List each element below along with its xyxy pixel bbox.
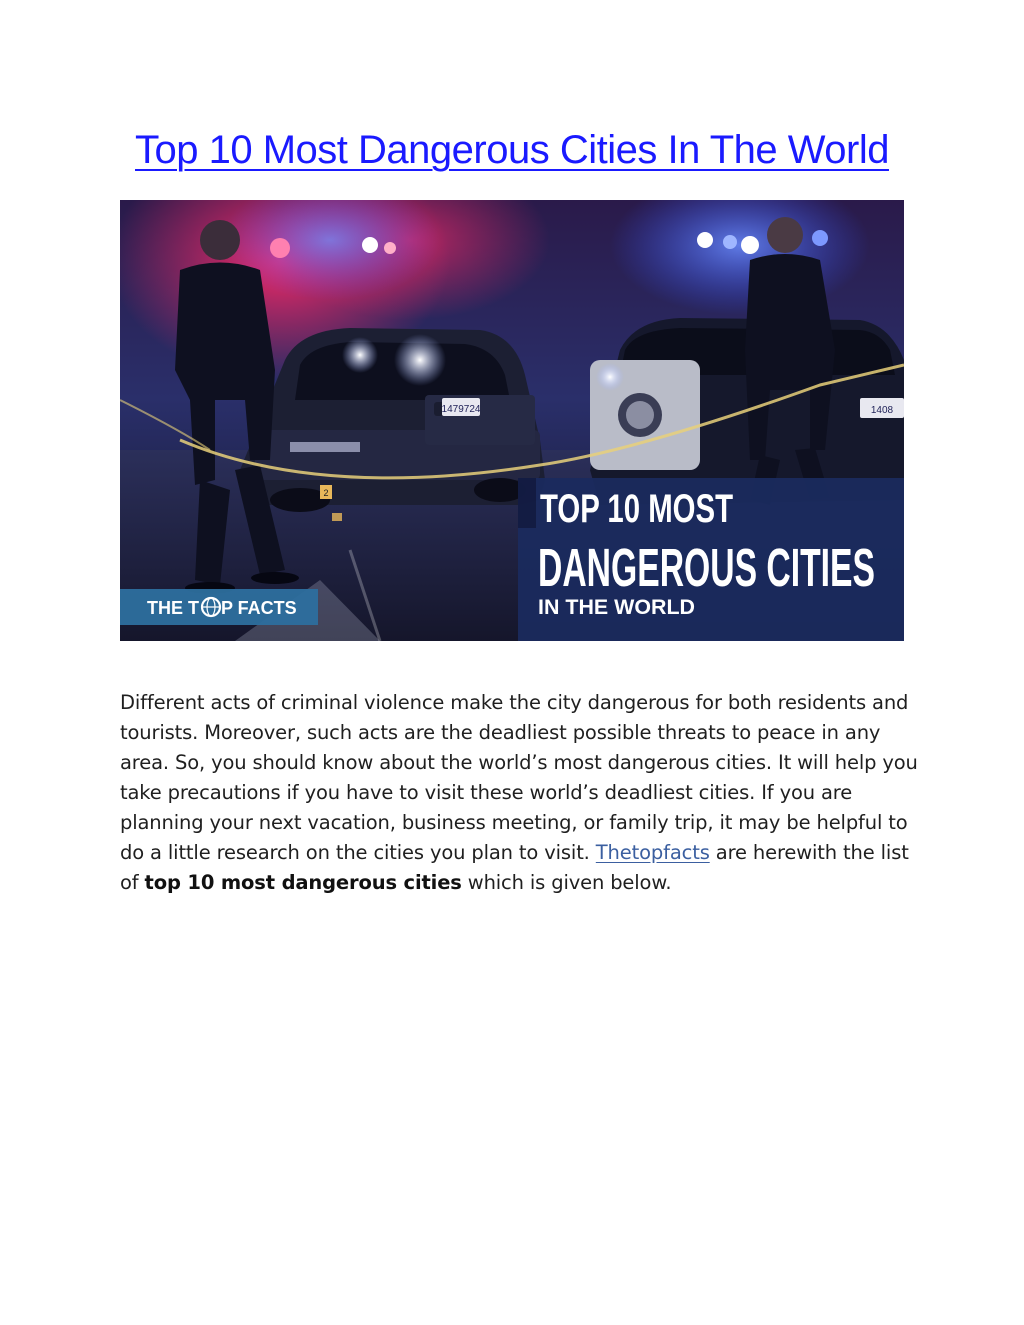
svg-text:2: 2 <box>323 488 329 498</box>
after-link-text: are herewith the list of <box>120 841 909 894</box>
overlay-line2: DANGEROUS CITIES <box>538 538 875 598</box>
hero-image <box>120 200 904 641</box>
thetopfacts-link[interactable]: Thetopfacts <box>595 841 710 864</box>
bold-highlight: top 10 most dangerous cities <box>144 871 462 894</box>
intro-text: Different acts of criminal violence make the city dangerous for both residents and tourists. Moreover, such acts are the deadliest possible threats to peace in any area. So, you should know about the world’s most dangerous cities. It will help you take precautions if you have to visit these world’s deadliest cities. If you are planning your next vacation, business meeting, or family trip, it may be helpful to do a little research on the cities you plan to visit. <box>120 691 918 864</box>
overlay-line1: TOP 10 MOST <box>540 487 733 531</box>
brand-text-part2: P FACTS <box>221 598 297 618</box>
page-title-link[interactable]: Top 10 Most Dangerous Cities In The World <box>135 128 889 172</box>
article-body <box>120 688 920 898</box>
license-plate-left-text: 1479724 <box>441 404 481 415</box>
brand-text-part1: THE T <box>147 598 199 618</box>
intro-paragraph <box>120 688 920 898</box>
overlay-line3: IN THE WORLD <box>538 596 695 619</box>
license-plate-right-text: 1408 <box>870 405 894 416</box>
closing-text: which is given below. <box>461 871 672 894</box>
